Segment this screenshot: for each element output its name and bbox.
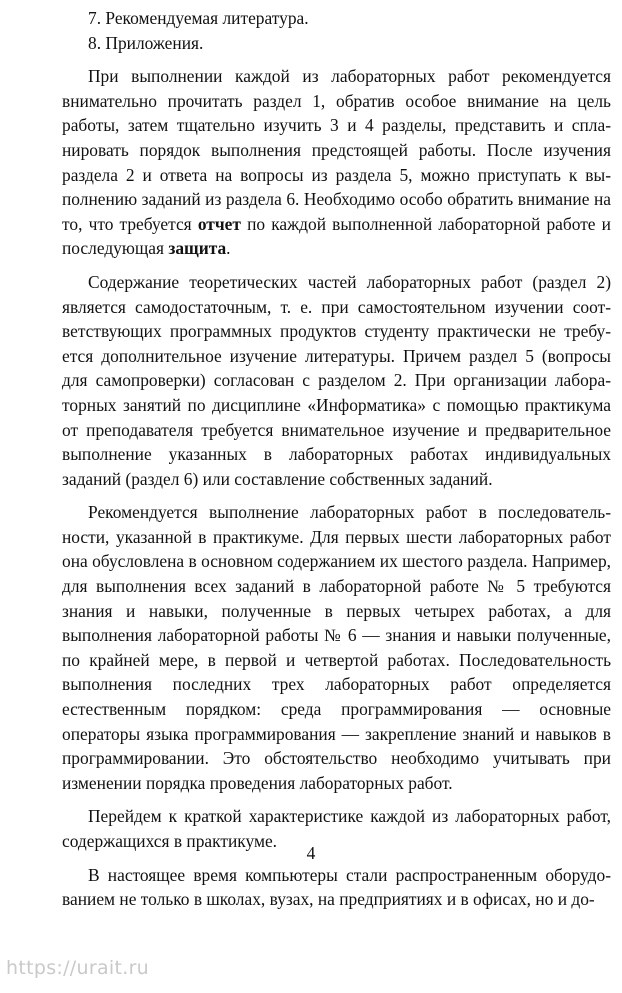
list-item-8: 8. Приложения.: [88, 32, 204, 53]
bold-term-report: отчет: [197, 213, 241, 234]
list-item-7: 7. Рекомендуемая литература.: [88, 8, 309, 28]
page-number: 4: [306, 843, 316, 863]
paragraph-1-text-end: .: [226, 238, 231, 259]
paragraph-1: [62, 64, 611, 261]
paragraph-5: В настоящее время компьютеры стали распространенным оборудованием не только в школах, вузах, на предприятиях и в офисах, но и до-: [62, 864, 611, 910]
paragraph-4: Перейдем к краткой характеристике каждой из лабораторных работ, содержащихся в практикуме.: [62, 806, 611, 851]
bold-term-defense: защита: [168, 238, 227, 259]
paragraph-1-text-a: При выполнении каждой из лабораторных работ рекомендуется внимательно прочитать раздел 1, обратив особое внимание на цель работы, затем тщательно изучить 3 и 4 разделы, представить и спланировать порядок выполнения предстоящей работы. После изучения раздела 2 и ответа на вопросы из раздела 5, можно приступать к выполнению заданий из раздела 6. Необходимо особо обратить внимание на то, что требуется: [62, 66, 611, 234]
paragraph-1-text-b: по каждой выполненной лабораторной работе и последующая: [62, 213, 611, 259]
watermark: https://urait.ru: [6, 957, 150, 979]
paragraph-3: Рекомендуется выполнение лабораторных работ в последовательности, указанной в практикуме. Для первых шести лабораторных работ она обусловлена в основном содержанием их шестого раздела. Например, для выполнения всех заданий в лабораторной работе № 5 требуются знания и навыки, полученные в первых четырех работах, а для выполнения лабораторной работы № 6 — знания и навыки полученные, по крайней мере, в первой и четвертой работах. Последовательность выполнения последних трех лабораторных работ определяется естественным порядком: среда программирования — основные операторы языка программирования — закрепление знаний и навыков в программировании. Это обстоятельство необходимо учитывать при изменении порядка проведения лабораторных работ.: [62, 502, 611, 793]
paragraph-2: Содержание теоретических частей лабораторных работ (раздел 2) является самодостаточным, т. е. при самостоятельном изучении соответствующих программных продуктов студенту практически не требуется дополнительное изучение литературы. Причем раздел 5 (вопросы для самопроверки) согласован с разделом 2. При организации лабораторных занятий по дисциплине «Информатика» с помощью практикума от преподавателя требуется внимательное изучение и предварительное выполнение указанных в лабораторных работах индивидуальных заданий (раздел 6) или составление собственных заданий.: [62, 271, 611, 489]
body-text: [62, 6, 611, 912]
